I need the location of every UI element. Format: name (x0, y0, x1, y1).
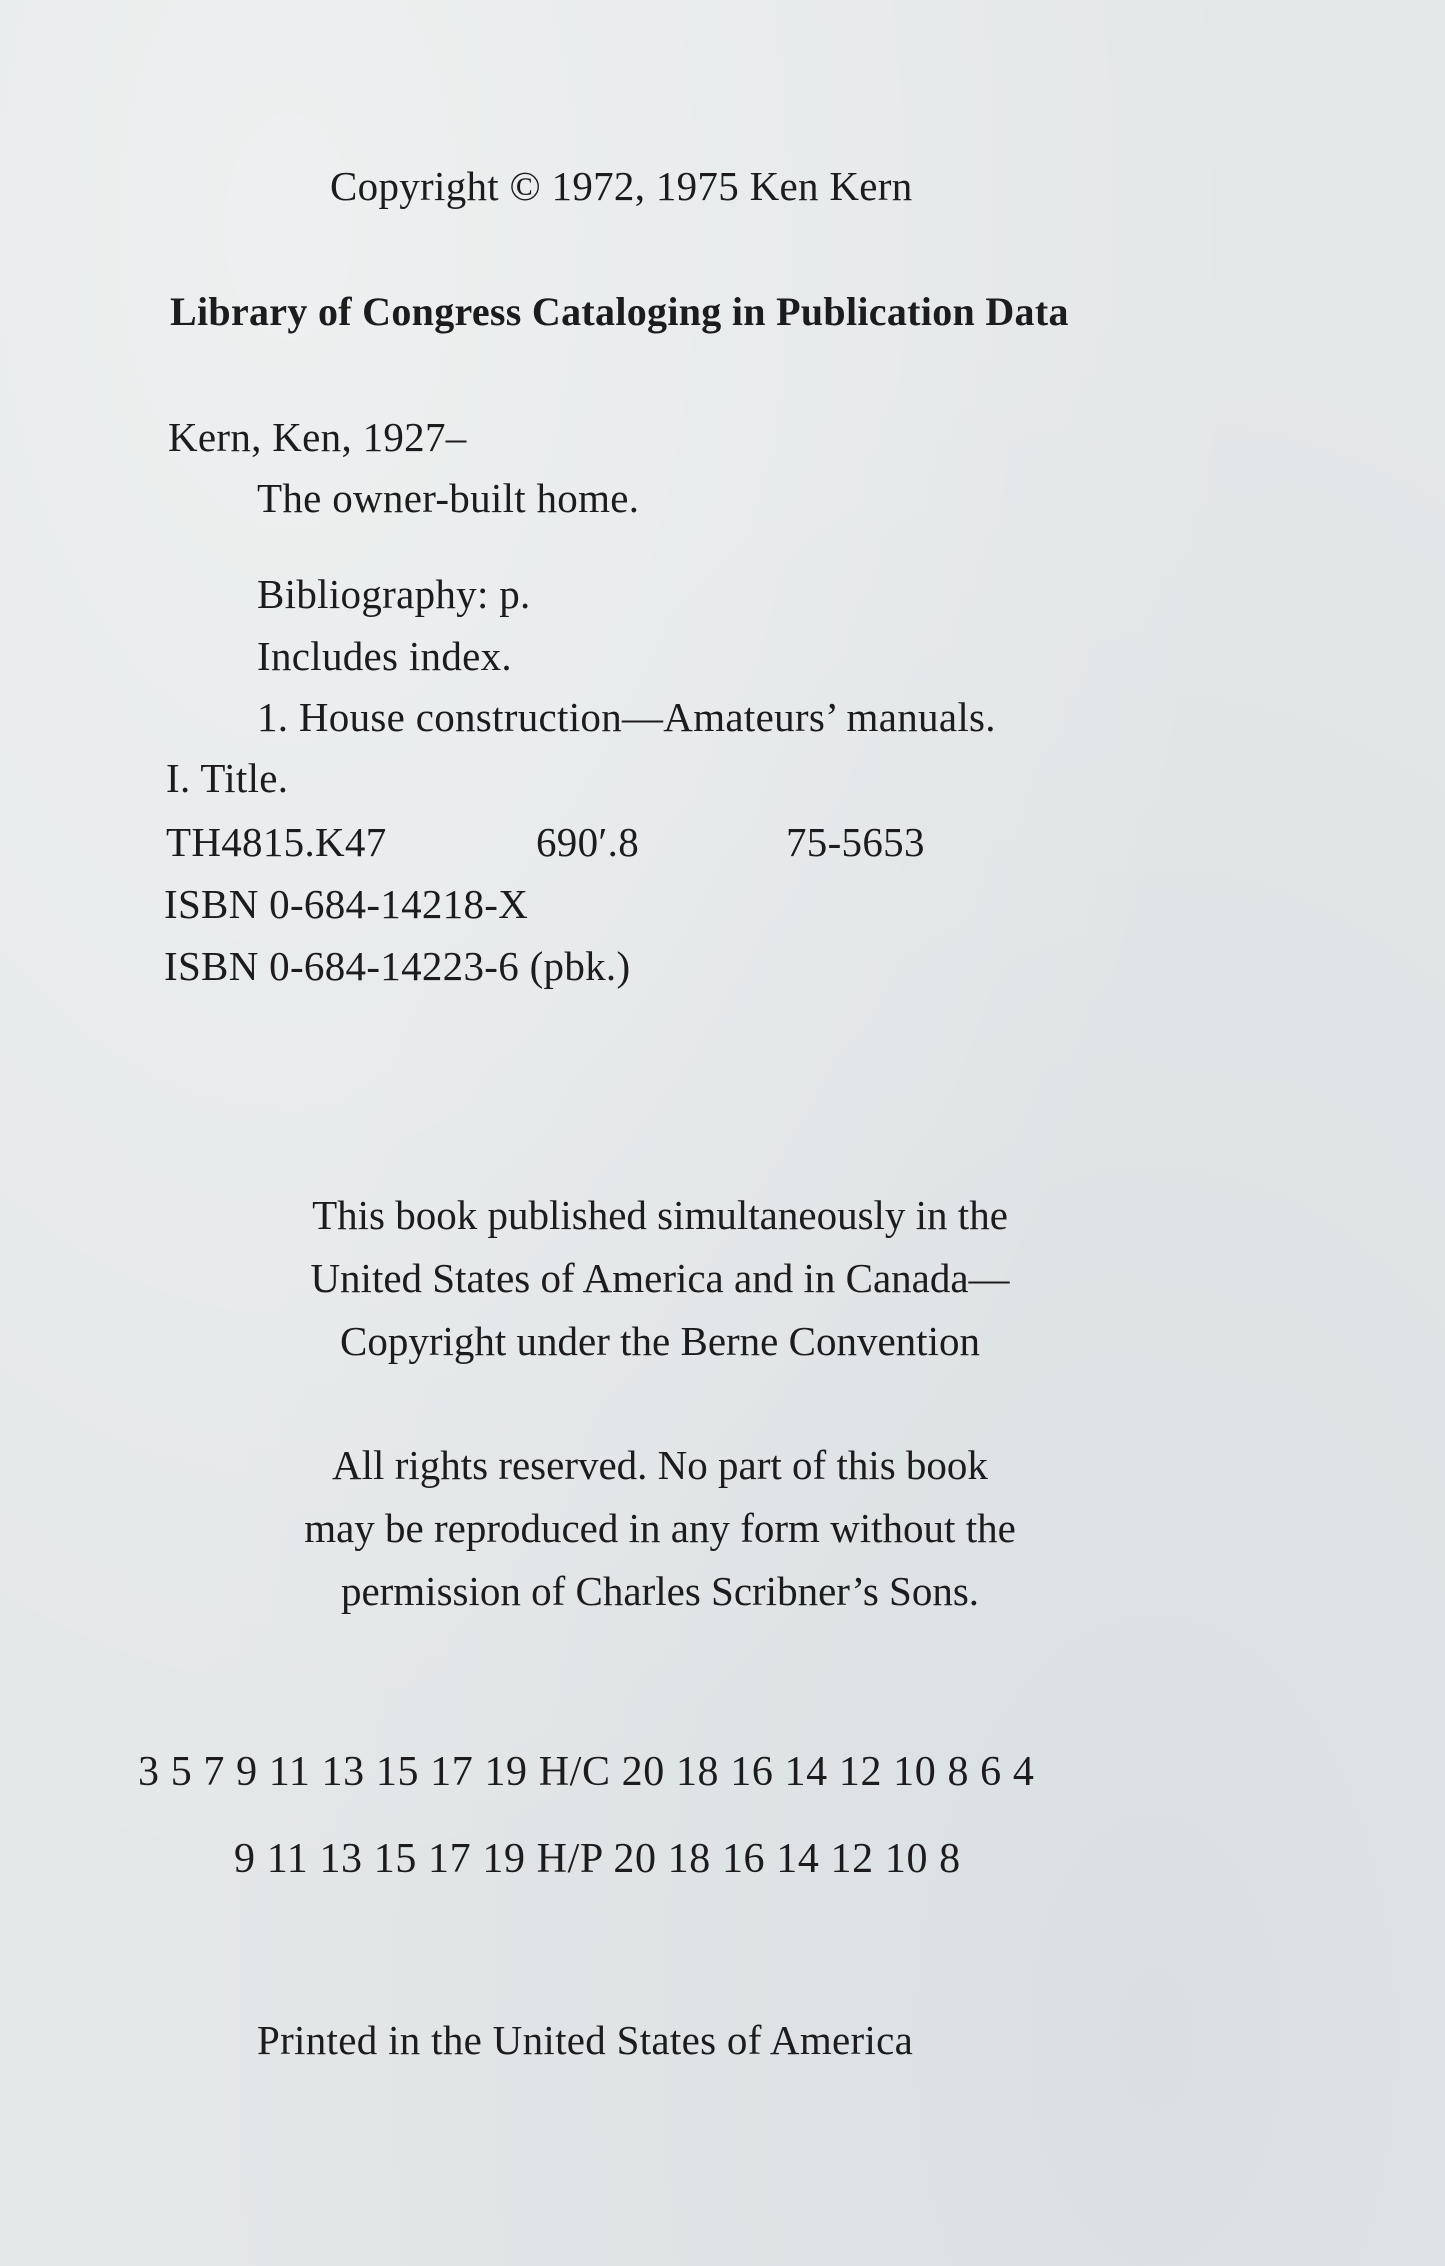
cip-lccn: 75-5653 (786, 819, 925, 865)
publication-notice-line: This book published simultaneously in the (312, 1192, 1008, 1238)
cip-dewey: 690′.8 (536, 819, 640, 865)
printing-line-paperback: 9 11 13 15 17 19 H/P 20 18 16 14 12 10 8 (234, 1836, 961, 1882)
rights-notice (0, 1434, 1320, 1623)
publication-notice-line: United States of America and in Canada— (310, 1255, 1010, 1301)
rights-notice-line: All rights reserved. No part of this book (332, 1442, 988, 1488)
cip-author: Kern, Ken, 1927– (168, 414, 467, 460)
cip-heading: Library of Congress Cataloging in Publication Data (170, 289, 1069, 334)
publication-notice-line: Copyright under the Berne Convention (340, 1318, 980, 1364)
publication-notice (0, 1184, 1320, 1373)
printing-line-hardcover: 3 5 7 9 11 13 15 17 19 H/C 20 18 16 14 12 10 8 6 4 (138, 1749, 1035, 1795)
cip-lc-class: TH4815.K47 (166, 819, 387, 865)
cip-isbn-cloth: ISBN 0-684-14218-X (164, 881, 529, 927)
cip-bibliography: Bibliography: p. (257, 571, 531, 617)
rights-notice-line: permission of Charles Scribner’s Sons. (340, 1568, 980, 1614)
printed-in: Printed in the United States of America (257, 2017, 914, 2063)
cip-index: Includes index. (257, 633, 512, 679)
cip-title-entry: I. Title. (166, 755, 289, 801)
copyright-line: Copyright © 1972, 1975 Ken Kern (330, 163, 913, 209)
rights-notice-line: may be reproduced in any form without the (304, 1505, 1016, 1551)
cip-title: The owner-built home. (257, 475, 640, 521)
cip-subject: 1. House construction—Amateurs’ manuals. (257, 694, 996, 740)
cip-isbn-paper: ISBN 0-684-14223-6 (pbk.) (164, 943, 631, 989)
